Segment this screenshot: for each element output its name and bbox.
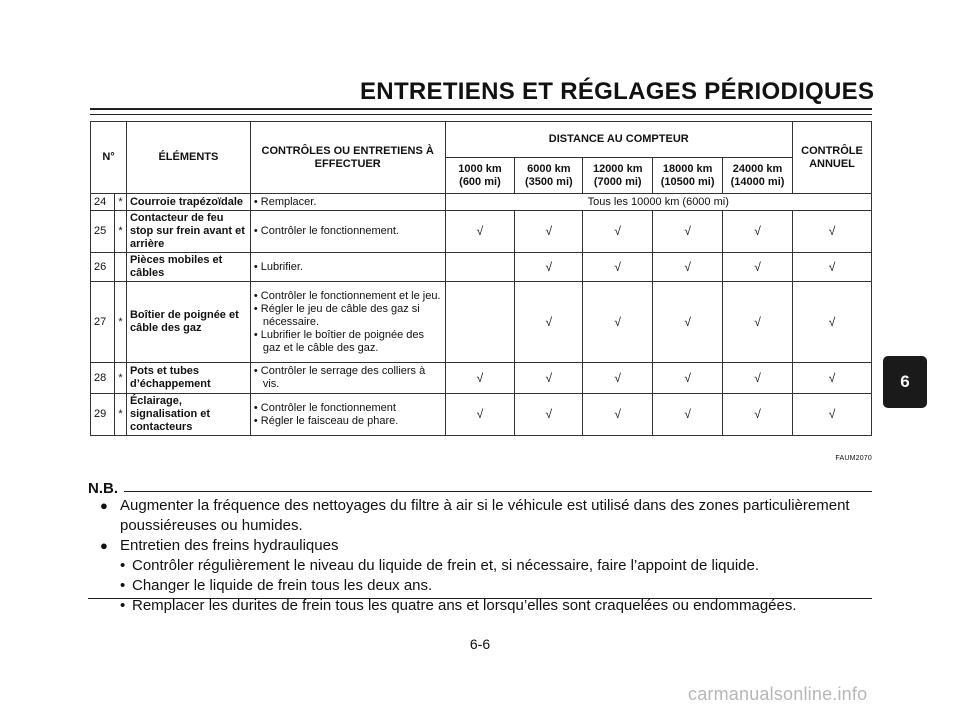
- action-item: • Contrôler le serrage des colliers à vis.: [254, 365, 442, 391]
- check-mark: √: [828, 370, 836, 385]
- reference-code: FAUM2070: [835, 455, 872, 462]
- check-cell: [583, 253, 653, 282]
- row-interval-note: Tous les 10000 km (6000 mi): [445, 194, 871, 211]
- header-checks: CONTRÔLES OU ENTRETIENS À EFFECTUER: [250, 122, 445, 194]
- check-mark: √: [828, 314, 836, 329]
- interval-mi: (14000 mi): [730, 175, 785, 188]
- action-item: • Régler le jeu de câble des gaz si nécessaire.: [254, 303, 442, 329]
- check-mark: √: [684, 407, 691, 421]
- row-element: Boîtier de poignée et câble des gaz: [126, 282, 250, 363]
- action-item: • Contrôler le fonctionnement: [254, 402, 442, 415]
- check-cell: [515, 394, 583, 436]
- watermark: carmanualsonline.info: [688, 684, 868, 704]
- table-row: [91, 253, 872, 282]
- nb-subitem: • Contrôler régulièrement le niveau du liquide de frein et, si nécessaire, faire l’appoint de liquide.: [120, 556, 875, 576]
- header-elements: ÉLÉMENTS: [126, 122, 250, 194]
- check-mark: √: [754, 314, 761, 329]
- check-mark: √: [614, 407, 622, 421]
- check-mark: √: [545, 314, 553, 329]
- interval-mi: (600 mi): [459, 175, 501, 188]
- row-star: [114, 253, 126, 282]
- check-mark: √: [684, 224, 691, 238]
- row-element: Pièces mobiles et câbles: [126, 253, 250, 282]
- bullet-icon: ●: [100, 498, 108, 513]
- header-interval: [723, 158, 793, 194]
- check-cell: [445, 363, 515, 394]
- check-mark: √: [828, 259, 836, 274]
- row-number: 29: [91, 394, 115, 436]
- row-number: 27: [91, 282, 115, 363]
- row-element: Éclairage, signalisation et contacteurs: [126, 394, 250, 436]
- check-mark: √: [828, 407, 836, 421]
- check-mark: √: [828, 224, 836, 238]
- check-cell: [583, 363, 653, 394]
- check-cell: [515, 253, 583, 282]
- nb-rule: [124, 491, 872, 492]
- page-title: ENTRETIENS ET RÉGLAGES PÉRIODIQUES: [360, 78, 875, 105]
- header-distance: DISTANCE AU COMPTEUR: [445, 122, 792, 158]
- bullet-icon: ●: [100, 538, 108, 553]
- check-mark: √: [684, 370, 691, 385]
- check-mark: √: [614, 224, 622, 238]
- row-star: *: [114, 363, 126, 394]
- check-mark: √: [545, 407, 553, 421]
- interval-km: 6000 km: [527, 162, 571, 175]
- check-cell: [653, 394, 723, 436]
- header-interval: [445, 158, 515, 194]
- title-rule: [90, 108, 872, 115]
- row-actions: [250, 253, 445, 282]
- check-cell: [515, 211, 583, 253]
- check-cell: [653, 253, 723, 282]
- check-cell: [583, 394, 653, 436]
- nb-text: Entretien des freins hydrauliques: [120, 537, 339, 554]
- check-mark: √: [614, 259, 622, 274]
- check-mark: √: [754, 224, 761, 238]
- header-interval: [515, 158, 583, 194]
- interval-km: 12000 km: [592, 162, 643, 175]
- table-row: [91, 211, 872, 253]
- check-mark: √: [754, 370, 761, 385]
- check-mark: √: [684, 259, 691, 274]
- check-mark: √: [614, 370, 622, 385]
- check-cell: [515, 363, 583, 394]
- action-item: • Lubrifier le boîtier de poignée des gaz et le câble des gaz.: [254, 329, 442, 355]
- check-cell: [792, 253, 871, 282]
- nb-item: [100, 536, 875, 616]
- table-row: [91, 363, 872, 394]
- header-interval: [583, 158, 653, 194]
- check-cell: [653, 282, 723, 363]
- interval-km: 24000 km: [732, 162, 783, 175]
- nb-subitem: • Changer le liquide de frein tous les deux ans.: [120, 576, 875, 596]
- check-mark: √: [614, 314, 622, 329]
- check-mark: √: [545, 370, 553, 385]
- row-actions: [250, 394, 445, 436]
- check-mark: √: [545, 224, 553, 238]
- check-mark: √: [684, 314, 691, 329]
- check-cell: [445, 253, 515, 282]
- check-cell: [792, 282, 871, 363]
- nb-end-rule: [88, 598, 872, 599]
- row-number: 26: [91, 253, 115, 282]
- interval-mi: (10500 mi): [660, 175, 715, 188]
- check-cell: [723, 253, 793, 282]
- row-star: *: [114, 394, 126, 436]
- header-annual: CONTRÔLE ANNUEL: [792, 122, 871, 194]
- interval-km: 18000 km: [662, 162, 713, 175]
- action-item: • Contrôler le fonctionnement et le jeu.: [254, 290, 442, 303]
- action-item: • Contrôler le fonctionnement.: [254, 225, 442, 238]
- interval-mi: (3500 mi): [524, 175, 573, 188]
- nb-label: N.B.: [88, 480, 118, 497]
- table-row: [91, 282, 872, 363]
- check-mark: √: [545, 259, 553, 274]
- row-actions: [250, 282, 445, 363]
- check-cell: [515, 282, 583, 363]
- check-mark: √: [476, 370, 484, 385]
- table-row: [91, 194, 872, 211]
- check-cell: [723, 282, 793, 363]
- check-mark: √: [476, 407, 484, 421]
- table-row: [91, 394, 872, 436]
- header-num: N°: [91, 122, 127, 194]
- check-cell: [583, 211, 653, 253]
- action-item: • Régler le faisceau de phare.: [254, 415, 442, 428]
- row-number: 28: [91, 363, 115, 394]
- nb-text: Augmenter la fréquence des nettoyages du filtre à air si le véhicule est utilisé dans des zones particulièrement poussiéreuses ou humides.: [120, 497, 850, 534]
- header-interval: [653, 158, 723, 194]
- check-cell: [723, 211, 793, 253]
- check-cell: [792, 394, 871, 436]
- interval-mi: (7000 mi): [593, 175, 642, 188]
- check-cell: [653, 211, 723, 253]
- row-actions: [250, 363, 445, 394]
- check-cell: [445, 282, 515, 363]
- check-cell: [723, 394, 793, 436]
- row-star: *: [114, 211, 126, 253]
- row-actions: [250, 194, 445, 211]
- row-number: 24: [91, 194, 115, 211]
- row-number: 25: [91, 211, 115, 253]
- row-element: Contacteur de feu stop sur frein avant et arrière: [126, 211, 250, 253]
- nb-subitem: • Remplacer les durites de frein tous les quatre ans et lorsqu’elles sont craquelées ou endommagées.: [120, 596, 875, 616]
- page-number: 6-6: [469, 636, 491, 652]
- check-cell: [445, 394, 515, 436]
- row-star: *: [114, 282, 126, 363]
- chapter-tab: 6: [883, 356, 927, 408]
- check-mark: √: [476, 224, 484, 238]
- action-item: • Lubrifier.: [254, 261, 442, 274]
- row-star: *: [114, 194, 126, 211]
- check-cell: [723, 363, 793, 394]
- interval-km: 1000 km: [458, 162, 502, 175]
- row-element: Courroie trapézoïdale: [126, 194, 250, 211]
- action-item: • Remplacer.: [254, 196, 442, 209]
- check-cell: [653, 363, 723, 394]
- row-element: Pots et tubes d’échappement: [126, 363, 250, 394]
- nb-item: [100, 496, 875, 536]
- row-actions: [250, 211, 445, 253]
- check-cell: [583, 282, 653, 363]
- check-mark: √: [754, 259, 761, 274]
- check-cell: [445, 211, 515, 253]
- check-mark: √: [754, 407, 761, 421]
- check-cell: [792, 363, 871, 394]
- maintenance-table: [90, 121, 872, 436]
- check-cell: [792, 211, 871, 253]
